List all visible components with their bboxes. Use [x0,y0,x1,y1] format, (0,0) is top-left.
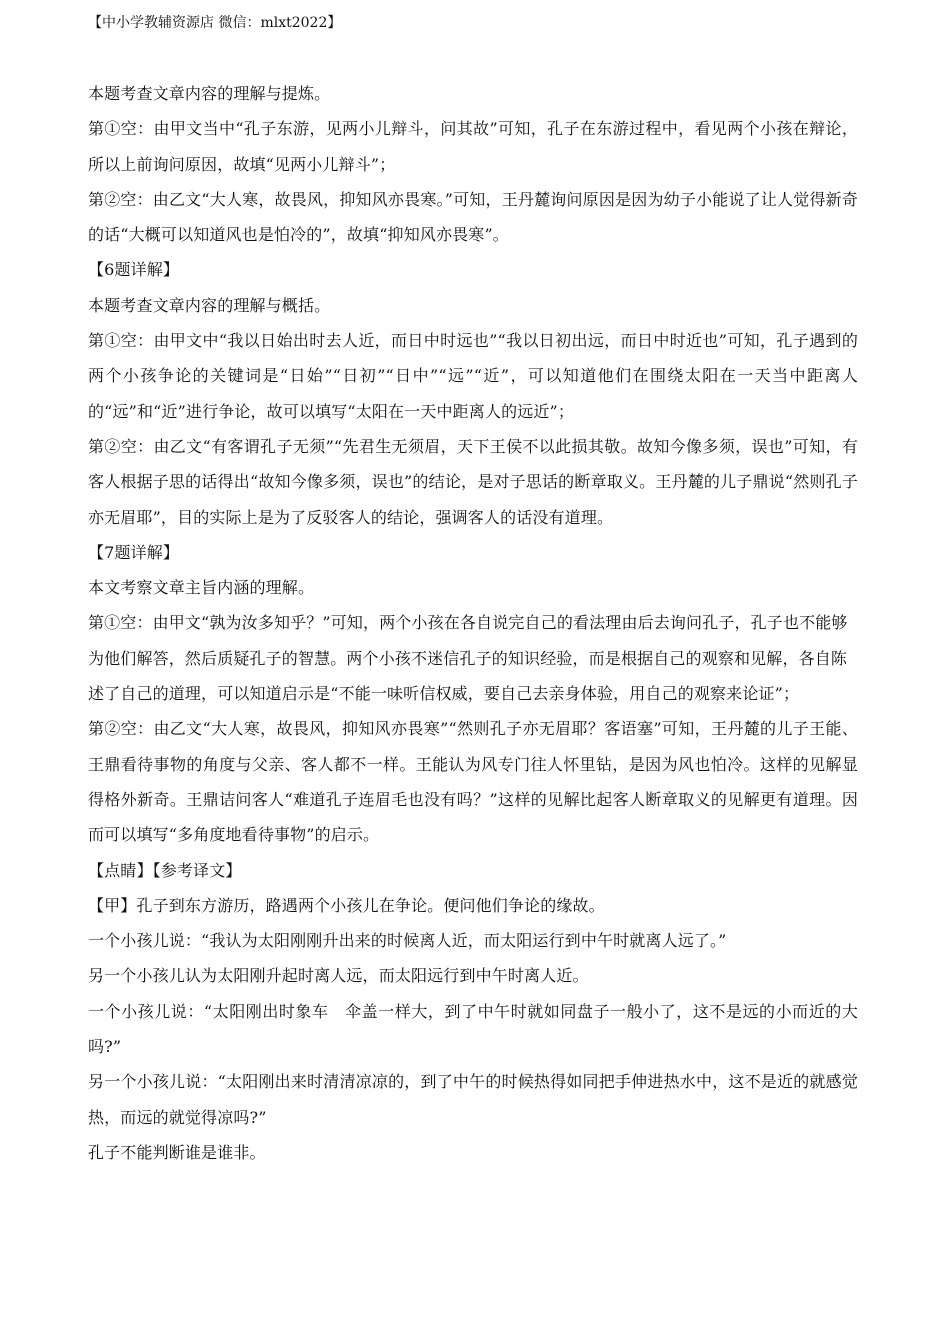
paragraph-7-blank-1: 第①空：由甲文“孰为汝多知乎？”可知，两个小孩在各自说完自己的看法理由后去询问孔子，孔子也不能够为他们解答，然后质疑孔子的智慧。两个小孩不迷信孔子的知识经验，而是根据自己的观察和见解，各自陈述了自己的道理，可以知道启示是“不能一味听信权威，要自己去亲身体验，用自己的观察来论证”； [88,613,848,704]
translation-line-5: 另一个小孩儿说：“太阳刚出来时清清凉凉的，到了中午的时候热得如同把手伸进热水中，这不是近的就感觉热，而远的就觉得凉吗?” [88,1072,858,1127]
paragraph-6-blank-2: 第②空：由乙文“有客谓孔子无须”“先君生无须眉，天下王侯不以此损其敬。故知今像多须，误也”可知，有客人根据子思的话得出“故知今像多须，误也”的结论，是对子思话的断章取义。王丹麓的儿子鼎说“然则孔子亦无眉耶”，目的实际上是为了反驳客人的结论，强调客人的话没有道理。 [88,436,858,527]
translation-line-1: 【甲】孔子到东方游历，路遇两个小孩儿在争论。便问他们争论的缘故。 [88,895,605,915]
page-header: 【中小学教辅资源店 微信：mlxt2022】 [88,15,342,31]
paragraph-7-blank-2: 第②空：由乙文“大人寒，故畏风，抑知风亦畏寒”“然则孔子亦无眉耶？客语塞”可知，王丹麓的儿子王能、王鼎看待事物的角度与父亲、客人都不一样。王能认为风专门往人怀里钻，是因为风也怕冷。这样的见解显得格外新奇。王鼎诘问客人“难道孔子连眉毛也没有吗？”这样的见解比起客人断章取义的见解更有道理。因而可以填写“多角度地看待事物”的启示。 [88,719,858,845]
paragraph-intro-7: 本文考察文章主旨内涵的理解。 [88,578,315,598]
section-heading-translation: 【点睛】【参考译文】 [88,860,242,880]
paragraph-intro-6: 本题考查文章内容的理解与概括。 [88,295,331,315]
paragraph-5-blank-1: 第①空：由甲文当中“孔子东游，见两小儿辩斗，问其故”可知，孔子在东游过程中，看见两个小孩在辩论，所以上前询问原因，故填“见两小儿辩斗”； [88,119,858,174]
translation-line-3: 另一个小孩儿认为太阳刚升起时离人远，而太阳远行到中午时离人近。 [88,966,589,986]
translation-line-6: 孔子不能判断谁是谁非。 [88,1142,266,1162]
translation-line-4: 一个小孩儿说：“太阳刚出时象车 伞盖一样大，到了中午时就如同盘子一般小了，这不是远的小而近的大吗?” [88,1001,858,1057]
section-heading-6: 【6题详解】 [88,260,180,280]
translation-line-2: 一个小孩儿说：“我认为太阳刚刚升出来的时候离人近，而太阳运行到中午时就离人远了。” [88,931,727,951]
paragraph-5-blank-2: 第②空：由乙文“大人寒，故畏风，抑知风亦畏寒。”可知，王丹麓询问原因是因为幼子小能说了让人觉得新奇的话“大概可以知道风也是怕冷的”，故填“抑知风亦畏寒”。 [88,189,858,245]
document-body [88,76,858,1170]
paragraph-6-blank-1: 第①空：由甲文中“我以日始出时去人近，而日中时远也”“我以日初出远，而日中时近也”可知，孔子遇到的两个小孩争论的关键词是“日始”“日初”“日中”“远”“近”，可以知道他们在围绕太阳在一天当中距离人的“远”和“近”进行争论，故可以填写“太阳在一天中距离人的远近”； [88,331,858,421]
section-heading-7: 【7题详解】 [88,542,180,562]
paragraph-intro-5: 本题考查文章内容的理解与提炼。 [88,84,331,103]
